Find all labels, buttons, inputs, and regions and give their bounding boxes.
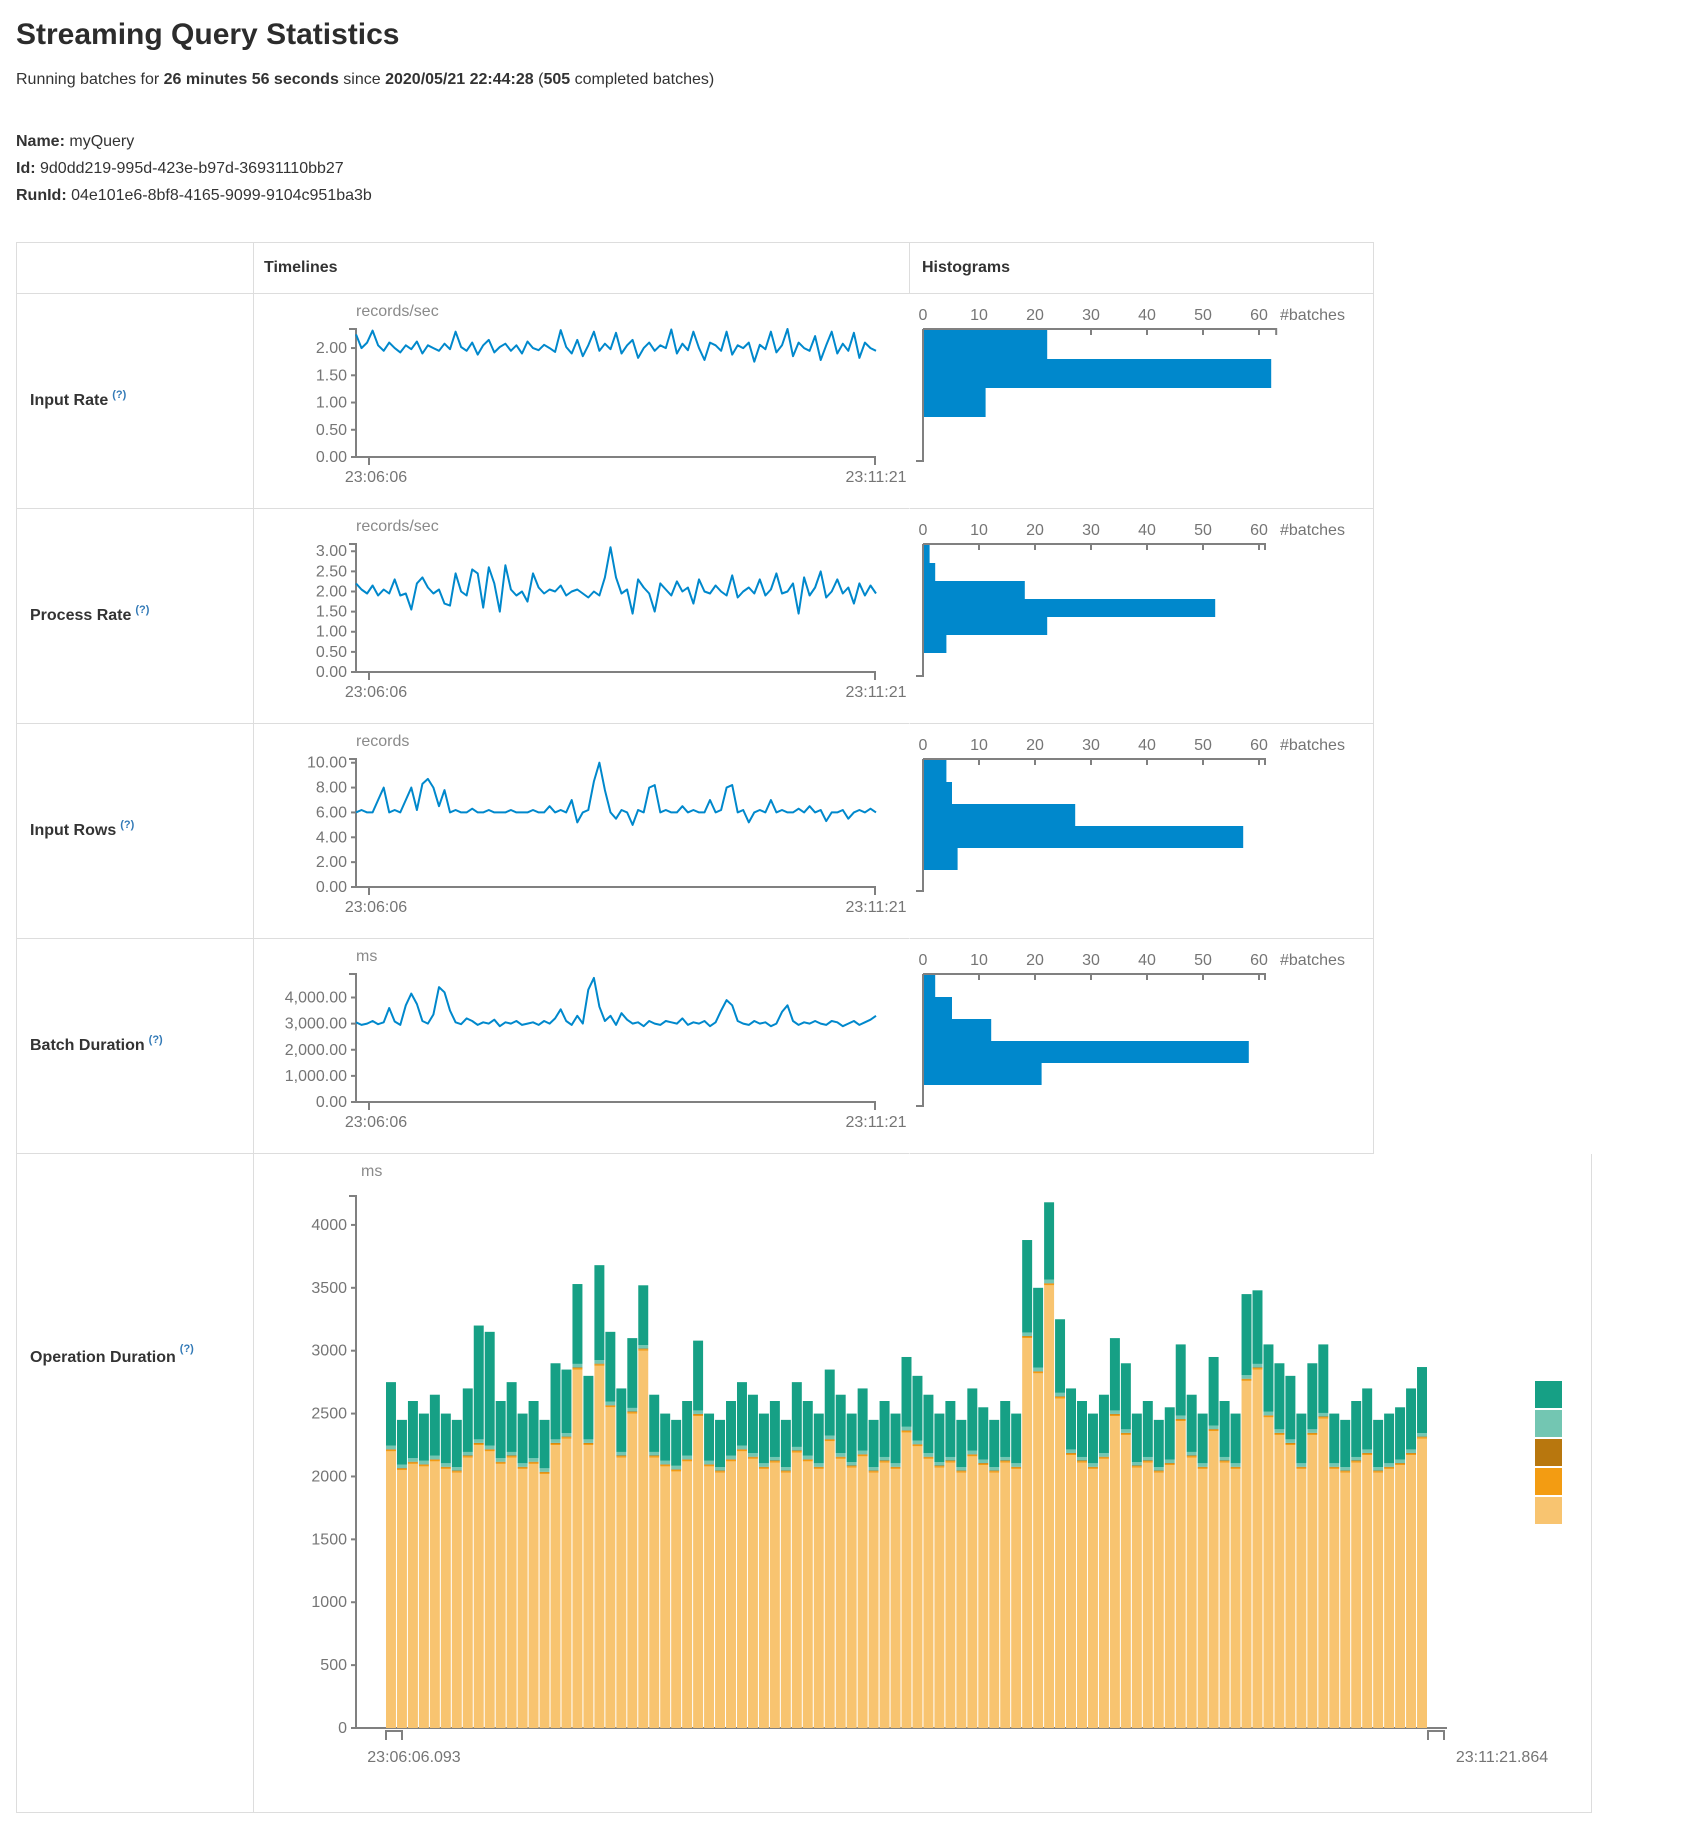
timeline-cell: [254, 509, 910, 724]
query-id-line: [16, 155, 1693, 182]
query-name-line: [16, 128, 1693, 155]
table-row-input-rate: [16, 294, 1374, 509]
svg-text:23:06:06.093: 23:06:06.093: [367, 1749, 461, 1766]
svg-text:10: 10: [970, 952, 988, 969]
svg-text:10: 10: [970, 307, 988, 324]
svg-text:4.00: 4.00: [315, 829, 347, 847]
svg-text:0.00: 0.00: [315, 664, 347, 681]
svg-text:40: 40: [1138, 952, 1156, 969]
svg-text:records/sec: records/sec: [356, 303, 439, 320]
svg-text:#batches: #batches: [1280, 307, 1345, 324]
metric-label: Input Rate: [30, 392, 109, 409]
operation-duration-cell: [254, 1154, 1592, 1813]
svg-text:1.50: 1.50: [315, 367, 347, 385]
svg-text:20: 20: [1026, 522, 1044, 539]
table-row-operation-duration: [16, 1154, 1592, 1813]
help-icon[interactable]: (?): [135, 604, 150, 616]
legend-swatch[interactable]: [1535, 1439, 1562, 1466]
svg-text:500: 500: [320, 1657, 347, 1675]
svg-text:1500: 1500: [311, 1531, 347, 1549]
histogram-cell: [910, 724, 1374, 939]
svg-text:50: 50: [1194, 737, 1212, 754]
input-rate-timeline-chart: [254, 294, 909, 509]
svg-text:20: 20: [1026, 952, 1044, 969]
svg-text:1.00: 1.00: [315, 623, 347, 641]
help-icon[interactable]: (?): [112, 389, 127, 401]
svg-text:3,000.00: 3,000.00: [284, 1015, 347, 1033]
svg-text:#batches: #batches: [1280, 737, 1345, 754]
svg-text:40: 40: [1138, 307, 1156, 324]
svg-text:records/sec: records/sec: [356, 518, 439, 535]
query-runid-line: [16, 182, 1693, 209]
help-icon[interactable]: (?): [120, 819, 135, 831]
legend-swatch[interactable]: [1535, 1497, 1562, 1524]
table-row-batch-duration: [16, 939, 1374, 1154]
svg-text:10: 10: [970, 522, 988, 539]
legend-swatch[interactable]: [1535, 1410, 1562, 1437]
svg-text:20: 20: [1026, 307, 1044, 324]
svg-text:records: records: [356, 733, 410, 750]
header-empty-cell: [16, 242, 254, 294]
query-runid: 04e101e6-8bf8-4165-9099-9104c951ba3b: [71, 187, 372, 204]
operation-duration-stacked-chart: [254, 1154, 1592, 1813]
svg-text:#batches: #batches: [1280, 952, 1345, 969]
svg-text:0.50: 0.50: [315, 643, 347, 661]
query-name: myQuery: [69, 133, 135, 150]
histogram-cell: [910, 294, 1374, 509]
svg-text:ms: ms: [356, 948, 378, 965]
metric-label: Batch Duration: [30, 1037, 145, 1054]
timeline-cell: [254, 939, 910, 1154]
svg-text:23:11:21.864: 23:11:21.864: [1455, 1749, 1549, 1766]
running-summary: [16, 71, 1693, 89]
svg-text:6.00: 6.00: [315, 804, 347, 822]
svg-text:23:11:21: 23:11:21: [845, 899, 907, 916]
metric-label: Process Rate: [30, 607, 132, 624]
svg-text:23:11:21: 23:11:21: [845, 684, 907, 701]
histograms-header-label: Histograms: [922, 259, 1011, 276]
metric-label-cell: [16, 939, 254, 1154]
svg-text:23:11:21: 23:11:21: [845, 1114, 907, 1131]
svg-text:2.00: 2.00: [315, 340, 347, 358]
svg-text:0: 0: [918, 952, 928, 969]
query-meta: [16, 128, 1693, 209]
svg-text:23:11:21: 23:11:21: [845, 469, 907, 486]
svg-text:0.00: 0.00: [315, 1094, 347, 1111]
since-text: since: [338, 71, 386, 88]
metric-label-cell: [16, 1154, 254, 1813]
table-row-input-rows: [16, 724, 1374, 939]
histogram-cell: [910, 509, 1374, 724]
running-prefix: Running batches for: [16, 71, 164, 88]
svg-text:3500: 3500: [311, 1279, 347, 1297]
svg-text:0: 0: [338, 1720, 347, 1737]
help-icon[interactable]: (?): [179, 1343, 194, 1355]
metric-label-cell: [16, 724, 254, 939]
svg-text:50: 50: [1194, 307, 1212, 324]
input-rate-histogram-chart: [910, 294, 1373, 509]
legend-swatch[interactable]: [1535, 1381, 1562, 1408]
query-id: 9d0dd219-995d-423e-b97d-36931110bb27: [40, 160, 344, 177]
svg-text:0: 0: [918, 307, 928, 324]
svg-text:0.00: 0.00: [315, 449, 347, 466]
input-rows-timeline-chart: [254, 724, 909, 939]
svg-text:4000: 4000: [311, 1216, 347, 1234]
svg-text:60: 60: [1250, 522, 1268, 539]
page-title: Streaming Query Statistics: [16, 18, 400, 51]
svg-text:1,000.00: 1,000.00: [284, 1067, 347, 1085]
name-label: Name:: [16, 133, 65, 150]
svg-text:30: 30: [1082, 522, 1100, 539]
svg-text:60: 60: [1250, 737, 1268, 754]
svg-text:#batches: #batches: [1280, 522, 1345, 539]
stats-table: [16, 242, 1693, 1813]
batches-suffix: completed batches): [570, 71, 715, 88]
svg-text:50: 50: [1194, 952, 1212, 969]
batch-duration-histogram-chart: [910, 939, 1373, 1154]
svg-text:40: 40: [1138, 737, 1156, 754]
svg-text:1.00: 1.00: [315, 394, 347, 412]
timelines-header-label: Timelines: [264, 259, 338, 276]
svg-text:0.00: 0.00: [315, 879, 347, 896]
svg-text:0.50: 0.50: [315, 421, 347, 439]
svg-text:2.00: 2.00: [315, 854, 347, 872]
svg-text:3.00: 3.00: [315, 543, 347, 561]
metric-label-cell: [16, 294, 254, 509]
svg-text:30: 30: [1082, 307, 1100, 324]
start-time: 2020/05/21 22:44:28: [385, 71, 534, 88]
legend-swatch[interactable]: [1535, 1468, 1562, 1495]
svg-text:40: 40: [1138, 522, 1156, 539]
svg-text:20: 20: [1026, 737, 1044, 754]
svg-text:10.00: 10.00: [306, 754, 347, 772]
completed-batches-count: 505: [543, 71, 571, 88]
svg-text:3000: 3000: [311, 1342, 347, 1360]
histogram-cell: [910, 939, 1374, 1154]
svg-text:60: 60: [1250, 952, 1268, 969]
batch-duration-timeline-chart: [254, 939, 909, 1154]
svg-text:1000: 1000: [311, 1594, 347, 1612]
svg-text:2000: 2000: [311, 1468, 347, 1486]
header-histograms: [910, 242, 1374, 294]
svg-text:0: 0: [918, 522, 928, 539]
svg-text:2500: 2500: [311, 1405, 347, 1423]
svg-text:2.50: 2.50: [315, 563, 347, 581]
header-timelines: [254, 242, 910, 294]
svg-text:8.00: 8.00: [315, 779, 347, 797]
batches-open-paren: (: [533, 71, 544, 88]
table-row-process-rate: [16, 509, 1374, 724]
svg-text:ms: ms: [361, 1163, 383, 1180]
metric-label: Input Rows: [30, 822, 117, 839]
svg-text:30: 30: [1082, 737, 1100, 754]
svg-text:2.00: 2.00: [315, 583, 347, 601]
timeline-cell: [254, 724, 910, 939]
svg-text:23:06:06: 23:06:06: [344, 1114, 408, 1131]
operation-duration-legend: [1535, 1381, 1562, 1524]
metric-label-cell: [16, 509, 254, 724]
svg-text:60: 60: [1250, 307, 1268, 324]
svg-text:23:06:06: 23:06:06: [344, 899, 408, 916]
help-icon[interactable]: (?): [148, 1034, 163, 1046]
svg-text:23:06:06: 23:06:06: [344, 469, 408, 486]
svg-text:10: 10: [970, 737, 988, 754]
svg-text:1.50: 1.50: [315, 603, 347, 621]
process-rate-histogram-chart: [910, 509, 1373, 724]
process-rate-timeline-chart: [254, 509, 909, 724]
id-label: Id:: [16, 160, 36, 177]
timeline-cell: [254, 294, 910, 509]
table-header-row: [16, 242, 1374, 294]
svg-text:0: 0: [918, 737, 928, 754]
svg-text:23:06:06: 23:06:06: [344, 684, 408, 701]
metric-label: Operation Duration: [30, 1349, 176, 1366]
runid-label: RunId:: [16, 187, 67, 204]
svg-text:30: 30: [1082, 952, 1100, 969]
svg-text:2,000.00: 2,000.00: [284, 1041, 347, 1059]
running-duration: 26 minutes 56 seconds: [163, 71, 339, 88]
svg-text:4,000.00: 4,000.00: [284, 989, 347, 1007]
svg-text:50: 50: [1194, 522, 1212, 539]
input-rows-histogram-chart: [910, 724, 1373, 939]
